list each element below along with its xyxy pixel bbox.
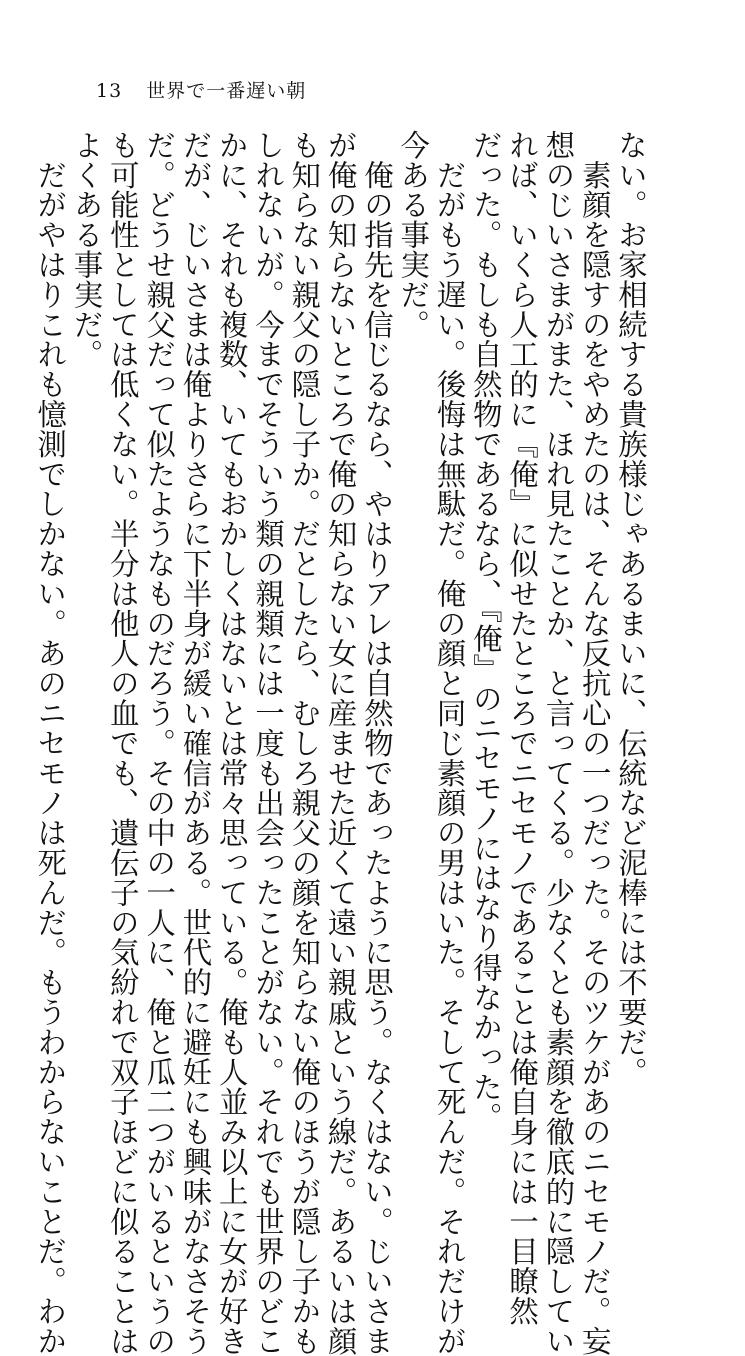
text-line: だがもう遅い。後悔は無駄だ。俺の顔と同じ素顔の男はいた。そして死んだ。それだけが <box>432 130 467 1356</box>
text-line: だった。もしも自然物であるなら、『俺』のニセモノにはなり得なかった。 <box>468 130 503 1132</box>
text-line: れば、いくら人工的に『俺』に似せたところでニセモノであることは俺自身には一目瞭然 <box>505 130 540 1326</box>
text-line: しれないが。今までそういう類の親類には一度も出会ったことがない。それでも世界のどこ <box>251 130 286 1356</box>
chapter-title: 世界で一番遅い朝 <box>146 80 307 102</box>
text-line: だが、じいさまは俺よりさらに下半身が緩い確信がある。世代的に避妊にも興味がなさそう <box>178 130 213 1356</box>
text-line: 想のじいさまがまた、ほれ見たことか、と言ってくる。少なくとも素顔を徹底的に隠してい <box>541 130 576 1356</box>
text-line: 俺の指先を信じるなら、やはりアレは自然物であったように思う。なくはない。じいさま <box>359 130 394 1356</box>
text-line: だがやはりこれも憶測でしかない。あのニセモノは死んだ。もうわからないことだ。わか <box>33 130 68 1356</box>
page-number: 13 <box>96 80 123 102</box>
text-line: も知らない親父の隠し子か。だとしたら、むしろ親父の顔を知らない俺のほうが隠し子かも <box>287 130 322 1356</box>
text-line: だ。どうせ親父だって似たようなものだろう。その中の一人に、俺と瓜二つがいるというの <box>142 130 177 1356</box>
text-line: 素顔を隠すのをやめたのは、そんな反抗心の一つだった。そのツケがあのニセモノだ。妄 <box>577 130 612 1356</box>
text-line: が俺の知らないところで俺の知らない女に産ませた近くて遠い親戚という線だ。あるいは顔 <box>323 130 358 1356</box>
text-line: よくある事実だ。 <box>69 130 104 370</box>
page-header <box>96 76 306 103</box>
text-line: かに、それも複数、いてもおかしくはないとは常々思っている。俺も人並み以上に女が好き <box>214 130 249 1356</box>
text-line: ない。お家相続する貴族様じゃあるまいに、伝統など泥棒には不要だ。 <box>614 130 648 1087</box>
novel-body-text <box>33 130 649 1356</box>
text-line: 今ある事実だ。 <box>396 130 431 340</box>
text-line: も可能性としては低くない。半分は他人の血でも、遺伝子の気紛れで双子ほどに似ることは <box>105 130 140 1356</box>
